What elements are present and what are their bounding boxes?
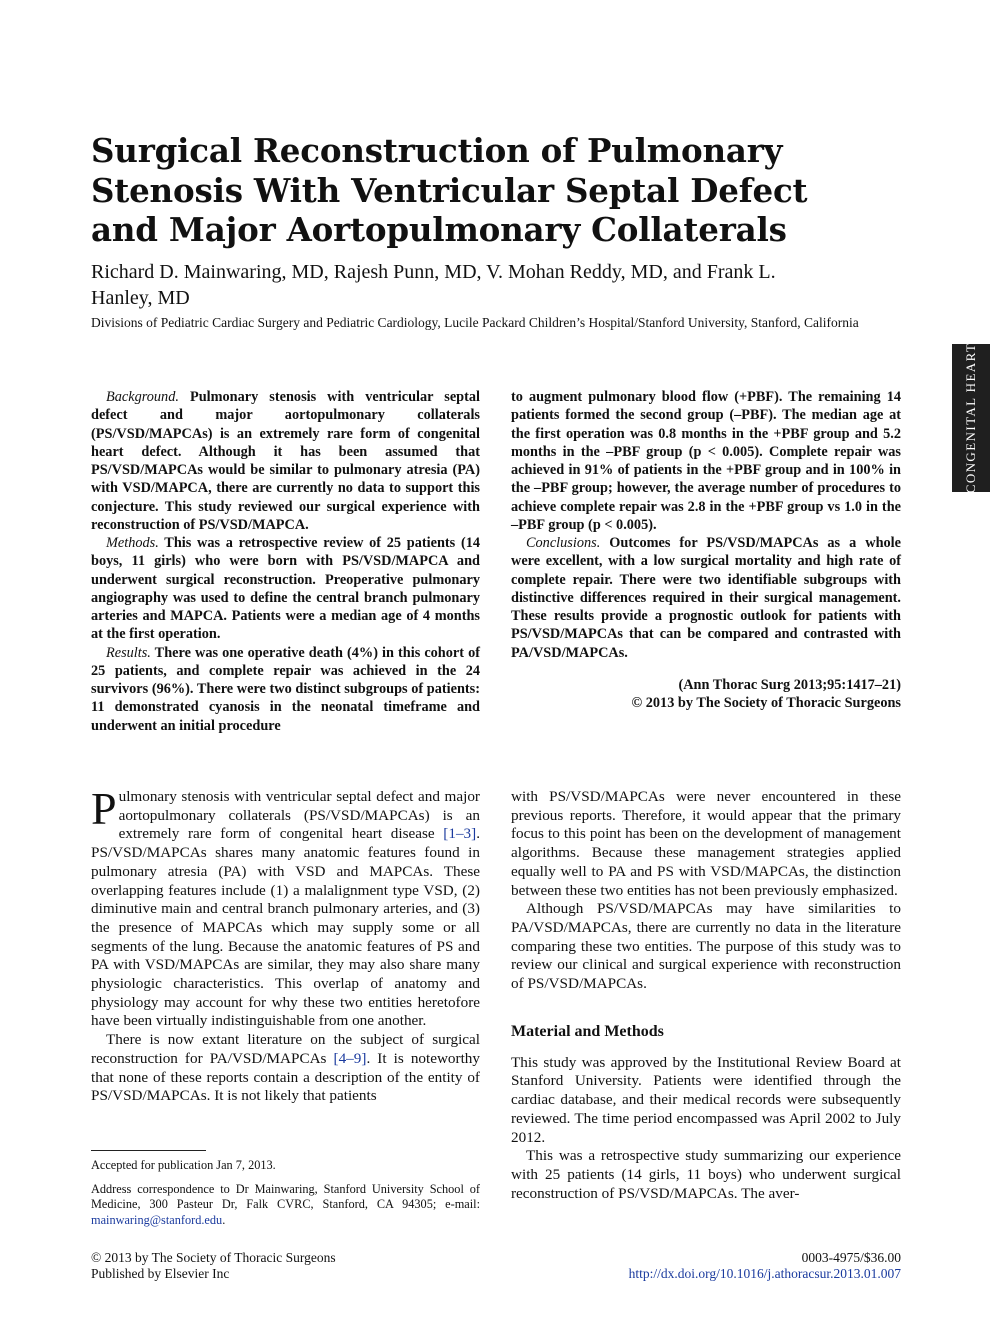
abstract-copyright: © 2013 by The Society of Thoracic Surgeons (631, 695, 901, 712)
background-text: Pulmonary stenosis with ventricular septal defect and major aortopulmonary collaterals (PS/VSD/MAPCAs) is an extremely rare form of congenital heart defect. Although it has been assumed that PS/VSD/MAPCAs would be similar to pulmonary atresia (PA) with VSD/MAPCA, there are currently no data to support this conjecture. This study reviewed our surgical experience with reconstruction of PS/VSD/MAPCA. (91, 389, 480, 533)
correspondence-address (91, 1182, 480, 1229)
intro-paragraph-1 (91, 783, 480, 1031)
footer-right (629, 1250, 901, 1282)
abstract-background (91, 388, 480, 534)
affiliation: Divisions of Pediatric Cardiac Surgery and Pediatric Cardiology, Lucile Packard Children’s Hospital/Stanford University, Stanford, California (91, 315, 859, 330)
abstract-results-continued (511, 388, 901, 534)
drop-cap: P (91, 783, 117, 834)
abstract-methods (91, 534, 480, 644)
conclusions-text: Outcomes for PS/VSD/MAPCAs as a whole were excellent, with a low surgical mortality and high rate of complete repair. There were two identifiable subgroups with distinctive differences required in their surgical management. These results provide a prognostic outlook for patients with PS/VSD/MAPCAs that can be compared and contrasted with PA/VSD/MAPCAs. (511, 535, 901, 661)
section-tab (952, 344, 990, 492)
article-title: Surgical Reconstruction of Pulmonary Stenosis With Ventricular Septal Defect and Major Aortopulmonary Collaterals (91, 131, 808, 249)
intro-paragraph-3: with PS/VSD/MAPCAs were never encountered in these previous reports. Therefore, it would appear that the primary focus to this point has been on the development of management algorithms. Because these management strategies applied equally well to PA and PS with VSD/MAPCAs, the distinction between these two entities has not been previously emphasized. (511, 788, 901, 899)
methods-paragraph-1: This study was approved by the Institutional Review Board at Stanford University. Patients were identified through the cardiac database, and their medical records were subsequently reviewed. The time period encompassed was April 2002 to July 2012. (511, 1053, 901, 1146)
abstract-results (91, 644, 480, 735)
conclusions-heading: Conclusions. (526, 535, 601, 551)
body-left-column (91, 783, 480, 1106)
intro-paragraph-4: Although PS/VSD/MAPCAs may have similarities to PA/VSD/MAPCAs, there are currently no data in the literature comparing these two entities. The purpose of this study was to review our clinical and surgical experience with reconstruction of PS/VSD/MAPCAs. (511, 900, 901, 993)
footnote-divider (91, 1150, 206, 1151)
reference-link-1-3[interactable]: [1–3] (443, 825, 477, 843)
methods-text: This was a retrospective review of 25 patients (14 boys, 11 girls) who were born with PS/VSD/MAPCA and underwent surgical reconstruction. Preoperative pulmonary angiography was used to define the central branch pulmonary arteries and MAPCA. Patients were a median age of 4 months at the first operation. (91, 535, 481, 643)
doi-link[interactable]: http://dx.doi.org/10.1016/j.athoracsur.2013.01.007 (628, 1266, 901, 1281)
methods-paragraph-2: This was a retrospective study summarizing our experience with 25 patients (14 girls, 11 boys) who underwent surgical reconstruction of PS/VSD/MAPCAs. The aver- (511, 1147, 901, 1202)
methods-heading: Methods. (106, 535, 159, 551)
section-heading-methods: Material and Methods (511, 1022, 664, 1040)
footnotes (91, 1158, 480, 1236)
intro-p1-text: ulmonary stenosis with ventricular septal defect and major aortopulmonary collaterals (PS/VSD/MAPCAs) is an extremely rare form of congenital heart disease (118, 788, 480, 843)
abstract-left-column (91, 388, 480, 735)
footer-left (91, 1250, 336, 1282)
results-text-part2: to augment pulmonary blood flow (+PBF). The remaining 14 patients formed the second group (–PBF). The median age at the first operation was 0.8 months in the +PBF group and 5.2 months in the –PBF group (p < 0.005). Complete repair was achieved in 91% of patients in the +PBF group and in 100% in the –PBF group; however, the average number of procedures to achieve complete repair was 2.8 in the +PBF group vs 1.0 in the –PBF group (p < 0.005). (511, 389, 901, 533)
abstract-right-column (511, 388, 901, 713)
section-tab-label: CONGENITAL HEART (963, 342, 978, 494)
email-link[interactable]: mainwaring@stanford.edu (91, 1212, 223, 1227)
footer-copyright: © 2013 by The Society of Thoracic Surgeons (91, 1250, 336, 1265)
intro-paragraph-2 (91, 1031, 480, 1106)
intro-p1-text-cont: . PS/VSD/MAPCAs shares many anatomic features found in pulmonary atresia (PA) with VSD and MAPCAs. These overlapping features include (1) a malalignment type VSD, (2) diminutive main and central branch pulmonary arteries, and (3) the presence of MAPCAs which may supply some or all segments of the lung. Because the anatomic features of PS and PA with VSD/MAPCAs are similar, they may also share many physiologic characteristics. This overlap of anatomy and physiology may account for why these two entities heretofore have been virtually indistinguishable from one another. (91, 825, 480, 1030)
reference-link-4-9[interactable]: [4–9] (333, 1049, 367, 1067)
footer-publisher: Published by Elsevier Inc (91, 1266, 230, 1281)
intro-p2-text-cont: . It is noteworthy that none of these reports contain a description of the entity of PS/VSD/MAPCAs. It is not likely that patients (91, 1049, 480, 1105)
footer-issn: 0003-4975/$36.00 (801, 1250, 901, 1265)
intro-p2-text: There is now extant literature on the subject of surgical reconstruction for PA/VSD/MAPCAs (91, 1031, 480, 1067)
results-heading: Results. (106, 644, 151, 661)
address-text: Address correspondence to Dr Mainwaring, Stanford University School of Medicine, 300 Pasteur Dr, Falk CVRC, Stanford, CA 94305; e-mail: (91, 1181, 480, 1211)
address-end: . (222, 1212, 226, 1227)
citation-block (511, 676, 901, 713)
accepted-date: Accepted for publication Jan 7, 2013. (91, 1158, 276, 1172)
results-text-part1: There was one operative death (4%) in this cohort of 25 patients, and complete repair was achieved in the 24 survivors (96%). There were two distinct subgroups of patients: 11 demonstrated cyanosis in the neonatal timeframe and underwent an initial procedure (91, 644, 480, 734)
body-right-column (511, 788, 901, 1203)
abstract-conclusions (511, 534, 901, 662)
background-heading: Background. (106, 389, 179, 405)
author-list: Richard D. Mainwaring, MD, Rajesh Punn, MD, V. Mohan Reddy, MD, and Frank L. Hanley, MD (91, 261, 776, 309)
journal-citation: (Ann Thorac Surg 2013;95:1417–21) (678, 676, 901, 693)
